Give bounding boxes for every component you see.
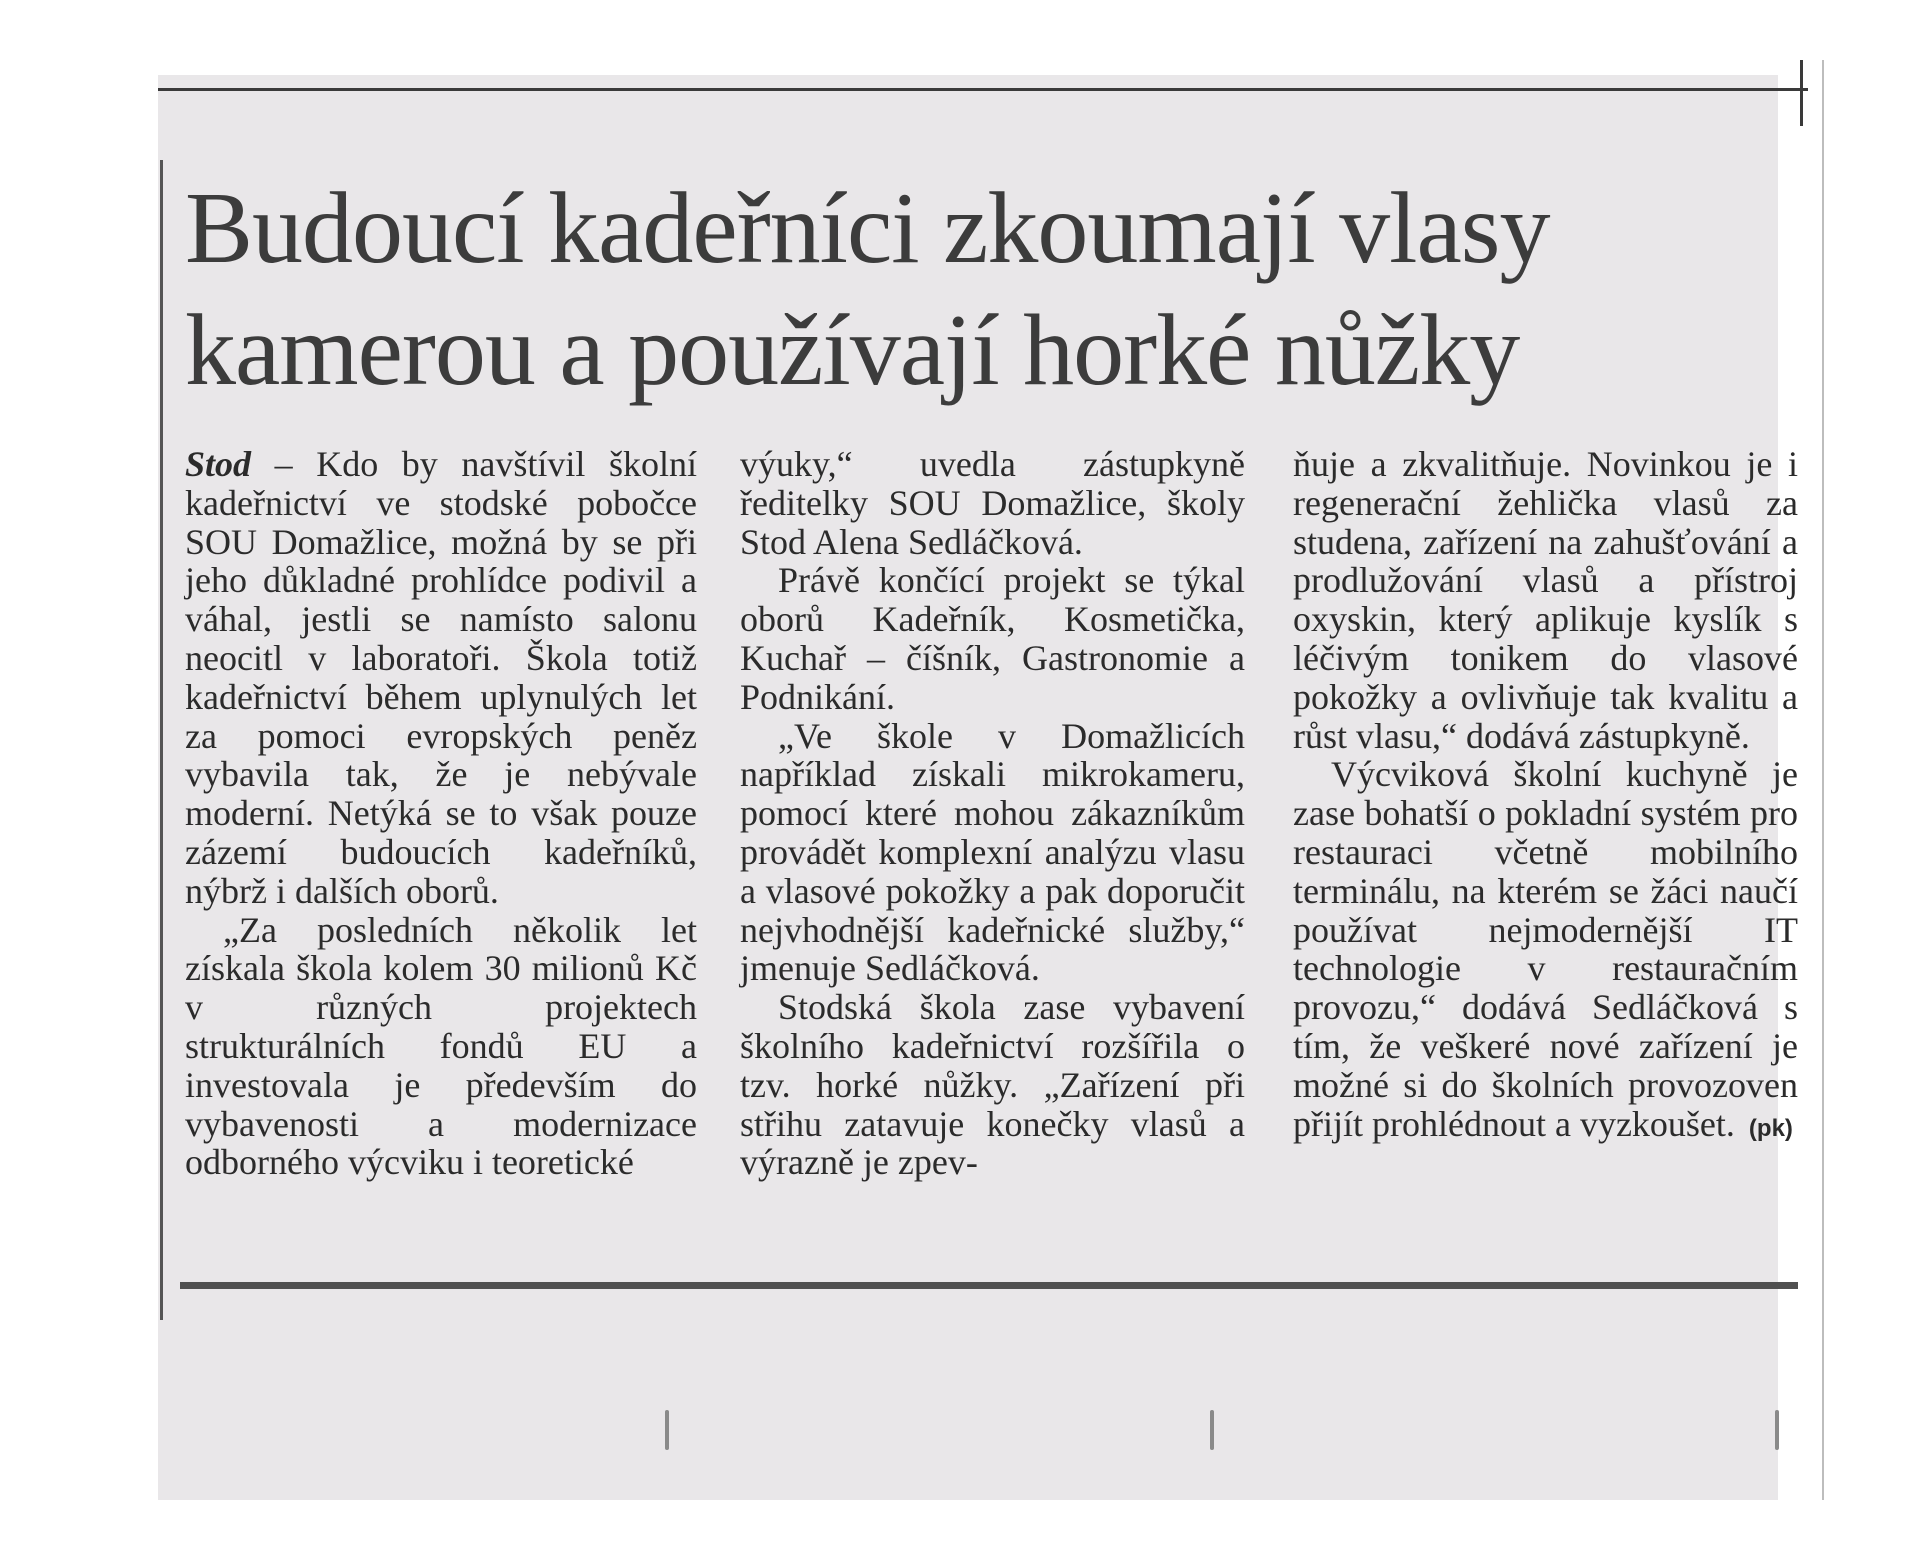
dateline-place: Stod: [185, 444, 252, 484]
paragraph-3: výuky,“ uvedla zástupkyně ředitelky SOU Domažlice, školy Stod Alena Sedláčková.: [740, 444, 1245, 562]
fold-mark-2: [1210, 1410, 1214, 1450]
lead-text: – Kdo by navštívil školní kadeřnictví ve stodské pobočce SOU Domažlice, možná by se při jeho důkladné prohlídce podivil a váhal, jestli se namísto salonu neocitl v laboratoři. Škola totiž kadeřnictví během uplynulých let za pomoci evropských peněz vybavila tak, že je nebývale moderní. Netýká se to však pouze zázemí budoucích kadeřníků, nýbrž i dalších oborů.: [185, 444, 697, 911]
paragraph-6: Stodská škola zase vybavení školního kadeřnictví rozšířila o tzv. horké nůžky. „Zařízení při střihu zatavuje konečky vlasů a výrazně je zpev-: [740, 987, 1245, 1183]
paragraph-2: „Za posledních několik let získala škola kolem 30 milionů Kč v různých projektech strukturálních fondů EU a investovala je především do vybavenosti a modernizace odborného výcviku i teoretické: [185, 909, 697, 1183]
headline: Budoucí kadeřníci zkoumají vlasy kamerou a používají horké nůžky: [185, 172, 1550, 407]
paragraph-4: Právě končící projekt se týkal oborů Kadeřník, Kosmetička, Kuchař – číšník, Gastronomie a Podnikání.: [740, 560, 1245, 717]
column-1: [185, 445, 697, 1182]
left-rule: [160, 160, 163, 1320]
bottom-rule: [180, 1282, 1798, 1289]
paragraph-7: ňuje a zkvalitňuje. Novinkou je i regenerační žehlička vlasů za studena, zařízení na zahušťování a prodlužování vlasů a přístroj oxyskin, který aplikuje kyslík s léčivým tonikem do vlasové pokožky a ovlivňuje tak kvalitu a růst vlasu,“ dodává zástupkyně.: [1293, 444, 1798, 756]
right-rule: [1800, 60, 1803, 126]
top-rule: [158, 88, 1808, 91]
clipping-edge: [1822, 60, 1824, 1500]
fold-mark-3: [1775, 1410, 1779, 1450]
paragraph-8: [1293, 755, 1798, 1148]
author-initials: (pk): [1748, 1114, 1793, 1142]
fold-mark-1: [665, 1410, 669, 1450]
paragraph-1: [185, 445, 697, 911]
column-3: [1293, 445, 1798, 1148]
paragraph-8-text: Výcviková školní kuchyně je zase bohatší o pokladní systém pro restauraci včetně mobilního terminálu, na kterém se žáci naučí používat nejmodernější IT technologie v restauračním provozu,“ dodává Sedláčková s tím, že veškeré nové zařízení je možné si do školních provozoven přijít prohlédnout a vyzkoušet.: [1293, 754, 1798, 1144]
column-2: [740, 445, 1245, 1182]
paragraph-5: „Ve škole v Domažlicích například získali mikrokameru, pomocí které mohou zákazníkům provádět komplexní analýzu vlasu a vlasové pokožky a pak doporučit nejvhodnější kadeřnické služby,“ jmenuje Sedláčková.: [740, 715, 1245, 989]
